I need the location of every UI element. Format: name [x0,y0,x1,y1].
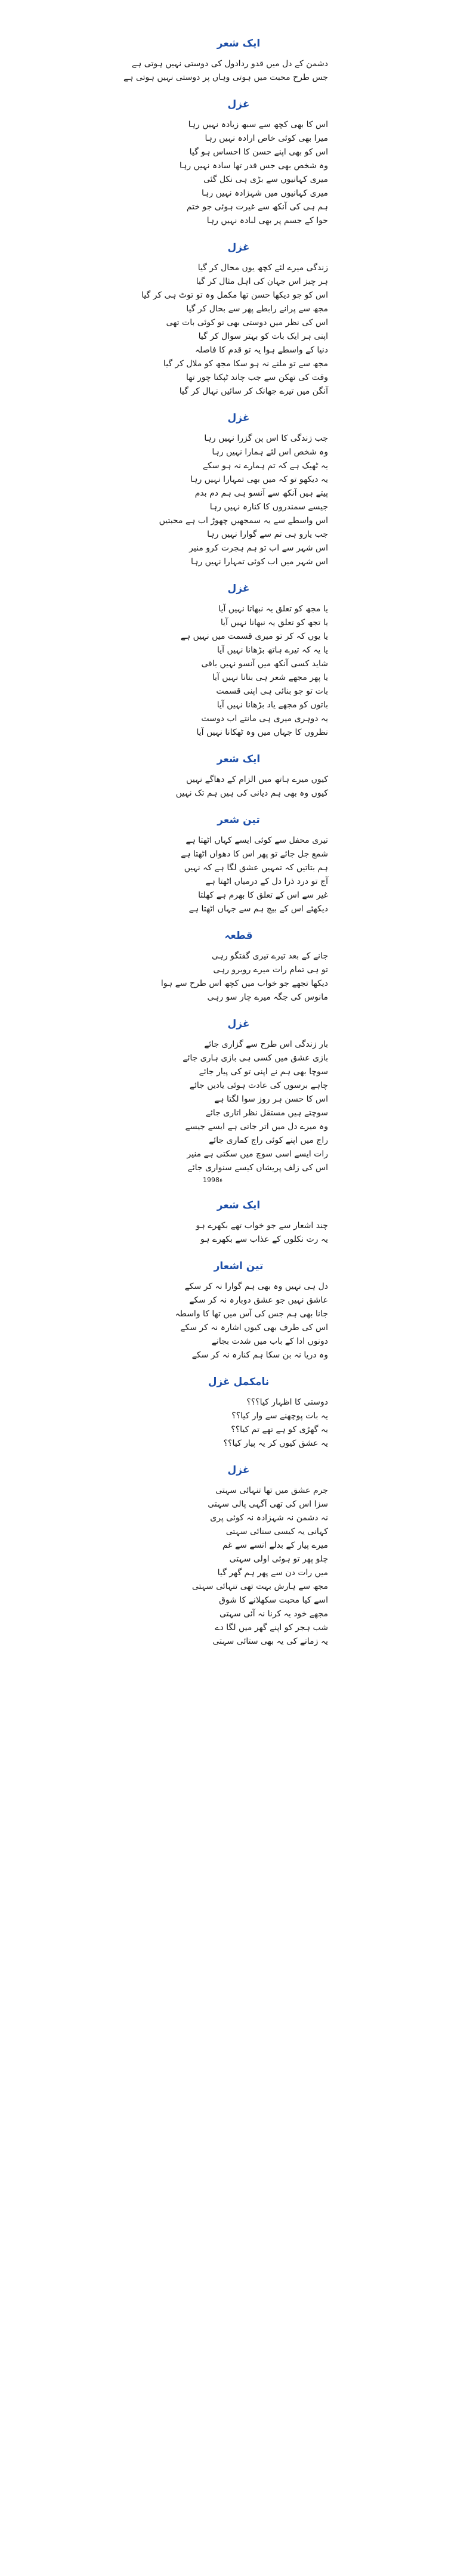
verse-line: دشمن کے دل میں قدو ردادول کی دوستی نہیں ہوتی ہے [131,59,328,69]
verse-line: اس واسطے سے یہ سمجھیں چھوڑ اب ہے محبتیں [159,516,328,525]
verse-line: جب زندگی کا اس پن گزرا نہیں رہا [204,434,328,443]
verse-line: اسے کیا محبت سکھلانے کا شوق [219,1595,328,1605]
verse-line: جرم عشق میں تھا تنہائی سہتی [215,1486,328,1495]
verse-line: میری کہانیوں سے بڑی ہی نکل گئی [203,175,328,184]
section-heading: غزل [227,98,250,110]
verse-line: مانوس کی جگہ میرے چار سو رہی [207,992,328,1002]
verse-line: ہر چیز اس جہان کی اہل مثال کر گیا [196,277,328,286]
verse-line: میرا بھی کوئی خاص ارادہ نہیں رہا [205,134,328,143]
verse-line: سوچتے ہیں مستقل نظر اتاری جائے [205,1108,328,1118]
verse-line: غیر سے اس کے تعلق کا بھرم ہے کھلتا [198,890,328,900]
verse-line: سزا اس کی تھی آگہی پالی سہتی [208,1499,328,1509]
verse-line: چلو پھر تو ہوئی اولی سہتی [229,1554,328,1564]
verse-line: یہ دوہری میری ہی مانتے اب دوست [201,714,328,723]
verse-line: ہم بتاتیں کہ تمہیں عشق لگا ہے کہ نہیں [184,863,328,873]
verse-line: وہ دریا نہ بن سکا ہم کنارہ نہ کر سکے [191,1350,328,1360]
verse-line: باتوں کو مجھے یاد بڑھانا نہیں آیا [217,700,328,710]
verse-line: بار زندگی اس طرح سے گزاری جائے [204,1040,328,1049]
verse-line: یا مجھ کو تعلق یہ نبھاتا نہیں آیا [218,604,328,614]
verse-line: جانے کے بعد تیرے تیری گفتگو رہی [211,951,328,961]
section-heading: غزل [227,412,250,424]
verse-line: بات تو جو بنائی ہی اپنی قسمت [216,686,328,696]
verse-line: اس کا حسن ہر روز سوا لگتا ہے [214,1094,328,1104]
verse-line: مجھ سے پرانے رابطے پھر سے بحال کر گیا [186,304,328,314]
poem-section [141,241,328,398]
verse-line: کیوں وہ بھی ہم دیانی کی ہیں ہم تک نہیں [175,788,328,798]
verse-line: مجھے خود یہ کرنا نہ آئی سہتی [219,1609,328,1619]
verse-line: شب ہجر کو اپنے گھر میں لگا دے [215,1623,328,1632]
section-heading: تین شعر [217,814,260,826]
verse-line: جانا بھی ہم جس کی آس میں تھا کا واسطہ [175,1309,328,1319]
verse-line: وقت کی تھکن سے جب چاند ٹپکتا چور تھا [186,373,328,382]
verse-line: پیتے ہیں آنکھ سے آنسو ہی ہم دم بدم [194,488,328,498]
verse-line: یہ دیکھو تو کہ میں بھی تمہارا نہیں رہا [190,475,328,484]
section-heading: غزل [227,1464,250,1476]
verse-line: دل ہی نہیں وہ بھی ہم گوارا نہ کر سکے [184,1282,328,1291]
verse-line: جب یارو ہی تم سے گوارا نہیں رہا [207,530,328,539]
verse-line: مجھ سے ہارش بہت تھی تنہائی سہتی [191,1582,328,1591]
verse-line: اس کی نظر میں دوستی بھی تو کوئی بات تھی [166,318,328,327]
verse-line: میں رات دن سے پھر ہم گھر گیا [217,1568,328,1578]
verse-line: دنیا کے واسطے ہوا یہ تو قدم کا فاصلہ [194,345,328,355]
verse-line: میرے پیار کے بدلے انسے سے غم [222,1541,328,1550]
verse-line: یہ گھڑی کو ہے تھے تم کیا؟؟ [231,1425,328,1434]
verse-line: وہ میرے دل میں اتر جاتی ہے ایسے جیسے [185,1122,328,1131]
verse-line: نظروں کا جہاں میں وہ ٹھکانا نہیں آیا [196,728,328,737]
section-heading: قطعہ [224,930,253,942]
verse-line: آج تو درد ذرا دل کے درمیاں اٹھتا ہے [205,877,328,886]
section-heading: غزل [227,242,250,253]
verse-line: تو ہی تمام رات میرے روبرو رہی [213,965,328,975]
verse-line: دیکھئے اس کے بیچ ہم سے جہاں اٹھتا ہے [188,904,328,914]
section-heading: تین اشعار [214,1260,264,1272]
poem-section [149,1199,328,1247]
poem-section [123,37,328,85]
verse-line: اس کی زلف پریشاں کیسے سنواری جائے [187,1163,328,1173]
poetry-column [123,24,328,1659]
verse-line: رات ایسے اسی سوچ میں سکتی ہے منیر [187,1149,328,1159]
verse-line: یہ رت نکلوں کے عذاب سے بکھرے ہو [200,1235,328,1244]
section-heading: ایک شعر [217,38,261,50]
verse-line: دوستی کا اظہار کیا؟؟؟ [246,1397,328,1407]
section-heading: نامکمل غزل [208,1376,270,1388]
verse-line: یہ ٹھیک ہے کہ تم ہمارے نہ ہو سکے [202,461,328,471]
poem-section [149,753,328,800]
verse-line: شاید کسی آنکھ میں آنسو نہیں باقی [201,659,328,669]
verse-line: شمع جل جائے تو پھر اس کا دھواں اٹھتا ہے [181,849,328,859]
verse-line: یا یوں کہ کر تو میری قسمت میں نہیں ہے [180,632,328,641]
verse-line: جس طرح محبت میں ہوتی وہاں پر دوستی نہیں ہوتی ہے [123,73,328,82]
verse-line: کیوں میرے ہاتھ میں الزام کے دھاگے نہیں [186,775,328,784]
verse-line: چاہے برسوں کی عادت ہوئی یادیں جائے [189,1081,328,1090]
verse-line: اس کی طرف بھی کیوں اشارہ نہ کر سکے [180,1323,328,1332]
verse-line: آنگن میں تیرے جھانک کر سائیں نہال کر گیا [179,386,328,396]
section-heading: ایک شعر [217,753,261,765]
poem-section [149,1464,328,1649]
poem-section [149,1018,328,1186]
verse-line: ہم ہی کی آنکھ سے غیرت ہوئی جو ختم [186,202,328,212]
section-heading: ایک شعر [217,1199,261,1211]
poem-section [149,98,328,228]
verse-line: وہ شخص اس لئے ہمارا نہیں رہا [212,447,328,457]
verse-line: اس کو جو دیکھا حسن تھا مکمل وہ تو توٹ ہی کر گیا [141,290,328,300]
verse-line: اپنی ہر ایک بات کو بہتر سوال کر گیا [198,332,328,341]
verse-line: یہ عشق کیوں کر یہ پیار کیا؟؟ [223,1439,328,1448]
verse-line: زندگی میرے لئے کچھ یوں محال کر گیا [197,263,328,273]
verse-line: دیکھا تجھے جو خواب میں کچھ اس طرح سے ہوا [160,979,328,988]
poem-section [149,582,328,740]
verse-line: میری کہانیوں میں شہزادہ نہیں رہا [201,188,328,198]
verse-line: اس کو بھی اپنے حسن کا احساس ہو گیا [189,147,328,157]
poem-section [149,412,328,569]
verse-line: اس شہر سے اب تو ہم ہجرت کرو منیر [189,543,328,553]
verse-line: بازی عشق میں کسی ہی بازی ہاری جائے [183,1053,328,1063]
poem-section [149,1260,328,1362]
poem-section [149,814,328,916]
verse-line: مجھ سے تو ملنے نہ ہو سکا مجھ کو ملال کر گیا [163,359,328,369]
verse-line: وہ شخص بھی جس قدر تھا سادہ نہیں رہا [179,161,328,171]
verse-line: اس کا بھی کچھ سے سبھ زیادہ نہیں رہا [188,120,328,129]
verse-line: عاشق نہیں جو عشق دوبارہ نہ کر سکے [189,1295,328,1305]
verse-line: یا پھر مجھے شعر ہی بنانا نہیں آیا [212,673,328,682]
verse-line: سوچا بھی ہم نے اپنی تو کی پیار جائے [199,1067,328,1077]
verse-line: یہ بات پوچھنے سے وار کیا؟؟ [231,1411,328,1421]
verse-line: چند اشعار سے جو خواب تھے بکھرے ہو [196,1221,328,1230]
verse-line: نہ دشمن نہ شہزادہ نہ کوئی پری [210,1513,328,1523]
section-heading: غزل [227,1018,250,1030]
poem-date: 1998ء [203,1176,223,1184]
verse-line: حوا کے جسم پر بھی لبادہ نہیں رہا [206,216,328,225]
verse-line: جیسے سمندروں کا کنارہ نہیں رہا [209,502,328,512]
verse-line: یہ زمانے کی یہ بھی ستائی سہتی [212,1637,328,1646]
verse-line: یا یہ کہ تیرے ہاتھ بڑھانا نہیں آیا [217,645,328,655]
verse-line: دونوں ادا کے باب میں شدت بجانے [211,1337,328,1346]
verse-line: اس شہر میں اب کوئی تمہارا نہیں رہا [190,557,328,567]
verse-line: کہانی یہ کیسی سنائی سہتی [225,1527,328,1536]
verse-line: تیری محفل سے کوئی ایسے کہاں اٹھتا ہے [186,836,328,845]
verse-line: راج میں اپنے کوئی راج کماری جائے [209,1136,328,1145]
section-heading: غزل [227,583,250,595]
poem-section [149,1375,328,1451]
poem-section [149,929,328,1004]
verse-line: یا تجھ کو تعلق یہ نبھانا نہیں آیا [220,618,328,627]
